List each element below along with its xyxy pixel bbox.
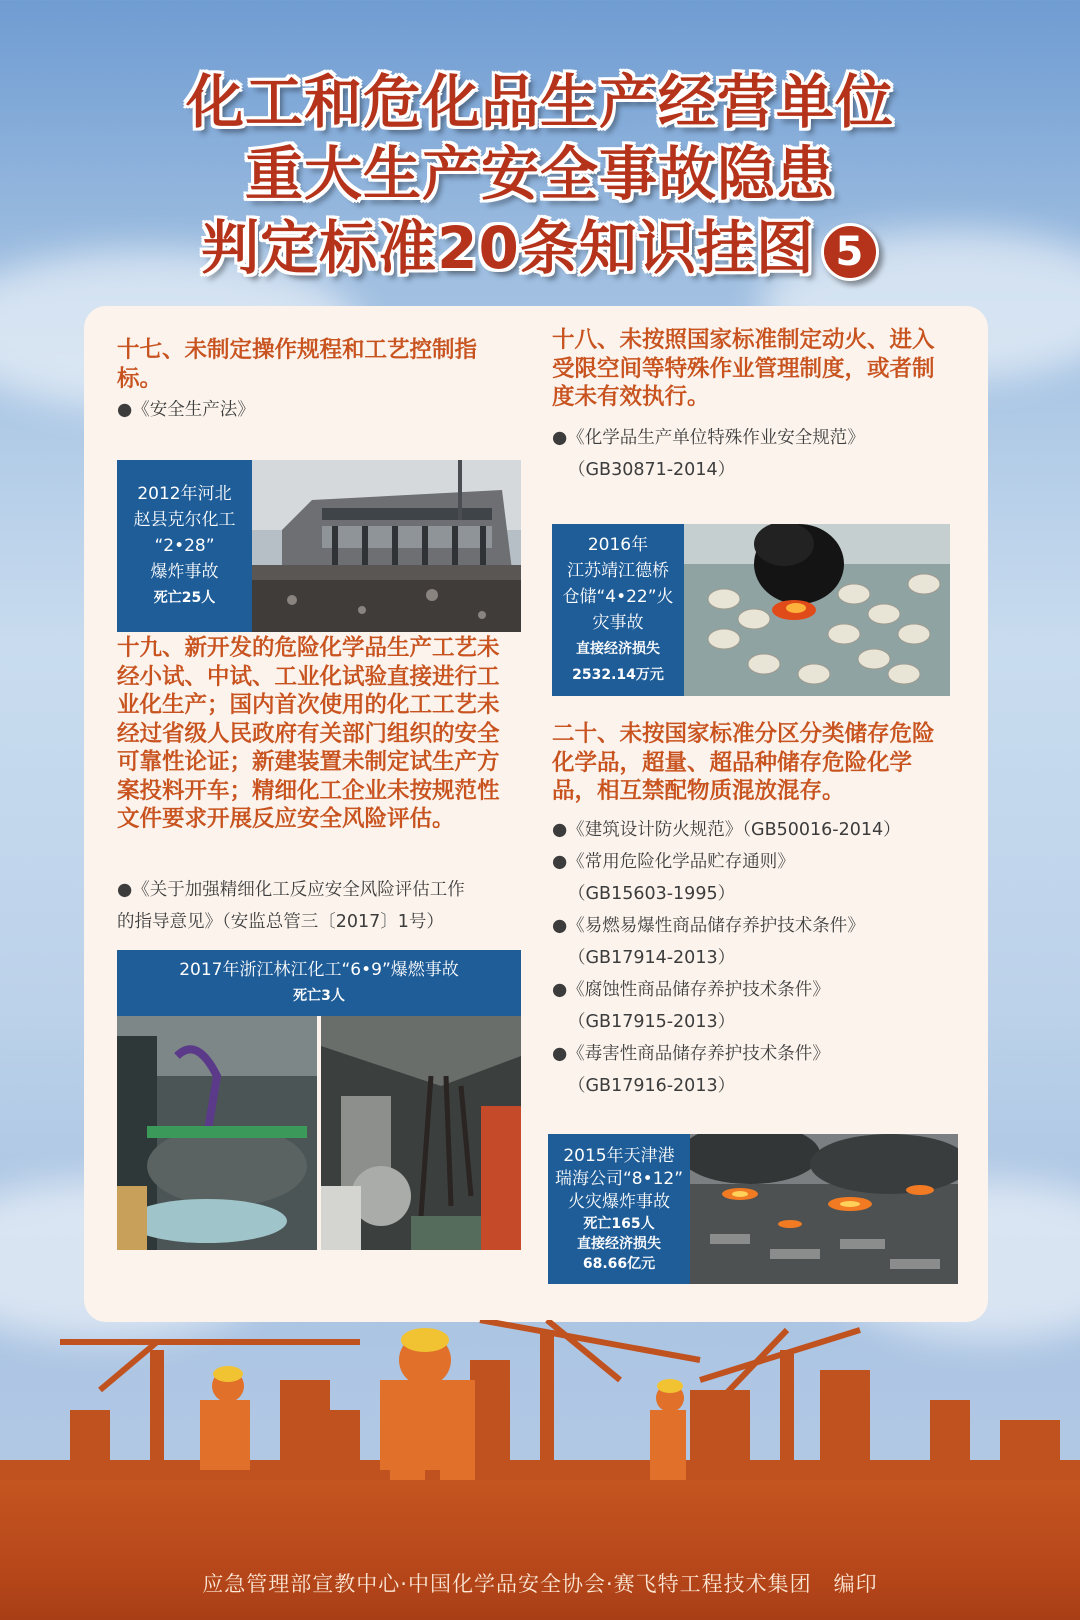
port-explosion-photo — [690, 1134, 958, 1284]
section-17-reference: ●《安全生产法》 — [117, 400, 255, 420]
caption-line: 赵县克尔化工 — [133, 510, 236, 530]
caption-line: 2015年天津港 — [563, 1145, 675, 1166]
footer-band — [0, 1480, 1080, 1620]
section-17-photo-caption — [117, 460, 252, 632]
poster-title-line-1: 化工和危化品生产经营单位 — [185, 68, 894, 136]
caption-line: 2012年河北 — [137, 484, 232, 504]
caption-loss-label: 直接经济损失 — [577, 1235, 661, 1252]
section-20-references — [552, 814, 972, 1102]
caption-line: “2•28” — [154, 536, 215, 556]
section-20-photo-card — [548, 1134, 958, 1284]
caption-line: 火灾爆炸事故 — [568, 1191, 670, 1212]
poster-number-badge: 5 — [821, 223, 879, 281]
section-18-photo-card — [552, 524, 950, 696]
section-19-reference-line-1: ●《关于加强精细化工反应安全风险评估工作 — [117, 880, 465, 900]
blast-damage-photo-right — [321, 1016, 521, 1250]
reference-name: ●《化学品生产单位特殊作业安全规范》 — [552, 428, 865, 448]
section-20-photo-caption — [548, 1134, 690, 1284]
reference-code: （GB17915-2013） — [568, 1012, 736, 1032]
section-20-heading: 二十、未按国家标准分区分类储存危险化学品，超量、超品种储存危险化学品，相互禁配物质混放混存。 — [552, 721, 935, 804]
footer-publisher-text: 应急管理部宣教中心·中国化学品安全协会·赛飞特工程技术集团 编印 — [202, 1572, 878, 1596]
caption-line: 2017年浙江林江化工“6•9”爆燃事故 — [179, 960, 459, 980]
poster-title-text: 判定标准20条知识挂图 — [201, 214, 815, 282]
reference-name: ●《常用危险化学品贮存通则》 — [552, 852, 795, 872]
section-19-photo-caption — [117, 950, 521, 1016]
section-18-reference — [552, 422, 972, 486]
caption-deaths: 死亡3人 — [293, 988, 345, 1004]
caption-line: 仓储“4•22”火 — [562, 587, 674, 607]
reference-code: （GB17916-2013） — [568, 1076, 736, 1096]
caption-line: 江苏靖江德桥 — [567, 561, 669, 581]
caption-deaths: 死亡25人 — [153, 590, 216, 606]
caption-line: 爆炸事故 — [150, 562, 219, 582]
caption-line: 瑞海公司“8•12” — [554, 1168, 684, 1189]
reference-code: （GB30871-2014） — [568, 460, 736, 480]
section-19-heading: 十九、新开发的危险化学品生产工艺未经小试、中试、工业化试验直接进行工业化生产；国内首次使用的化工工艺未经过省级人民政府有关部门组织的安全可靠性论证；新建装置未制定试生产方案投料开车；精细化工企业未按规范性文件要求开展反应安全风险评估。 — [117, 635, 500, 832]
caption-deaths: 死亡165人 — [583, 1215, 655, 1232]
section-17-photo-card — [117, 460, 521, 632]
section-18-heading: 十八、未按照国家标准制定动火、进入受限空间等特殊作业管理制度，或者制度未有效执行。 — [552, 327, 935, 410]
caption-line: 灾事故 — [592, 613, 644, 633]
poster-title-line-3 — [0, 214, 1080, 282]
caption-loss-value: 2532.14万元 — [572, 667, 664, 683]
reference-code: （GB17914-2013） — [568, 948, 736, 968]
reference-name: ●《建筑设计防火规范》（GB50016-2014） — [552, 820, 901, 840]
caption-line: 2016年 — [587, 535, 649, 555]
section-18-photo-caption — [552, 524, 684, 696]
reference-name: ●《易燃易爆性商品储存养护技术条件》 — [552, 916, 865, 936]
content-panel — [84, 306, 988, 1322]
explosion-site-photo — [252, 460, 521, 632]
caption-loss-value: 68.66亿元 — [582, 1255, 656, 1272]
poster-title-line-2: 重大生产安全事故隐患 — [244, 140, 835, 208]
caption-loss-label: 直接经济损失 — [576, 641, 660, 657]
reference-name: ●《腐蚀性商品储存养护技术条件》 — [552, 980, 830, 1000]
reference-name: ●《毒害性商品储存养护技术条件》 — [552, 1044, 830, 1064]
blast-damage-photo-left — [117, 1016, 317, 1250]
reference-code: （GB15603-1995） — [568, 884, 736, 904]
tank-farm-fire-photo — [684, 524, 950, 696]
section-17-heading: 十七、未制定操作规程和工艺控制指标。 — [117, 337, 478, 392]
section-19-reference-line-2: 的指导意见》（安监总管三〔2017〕1号） — [117, 912, 444, 932]
